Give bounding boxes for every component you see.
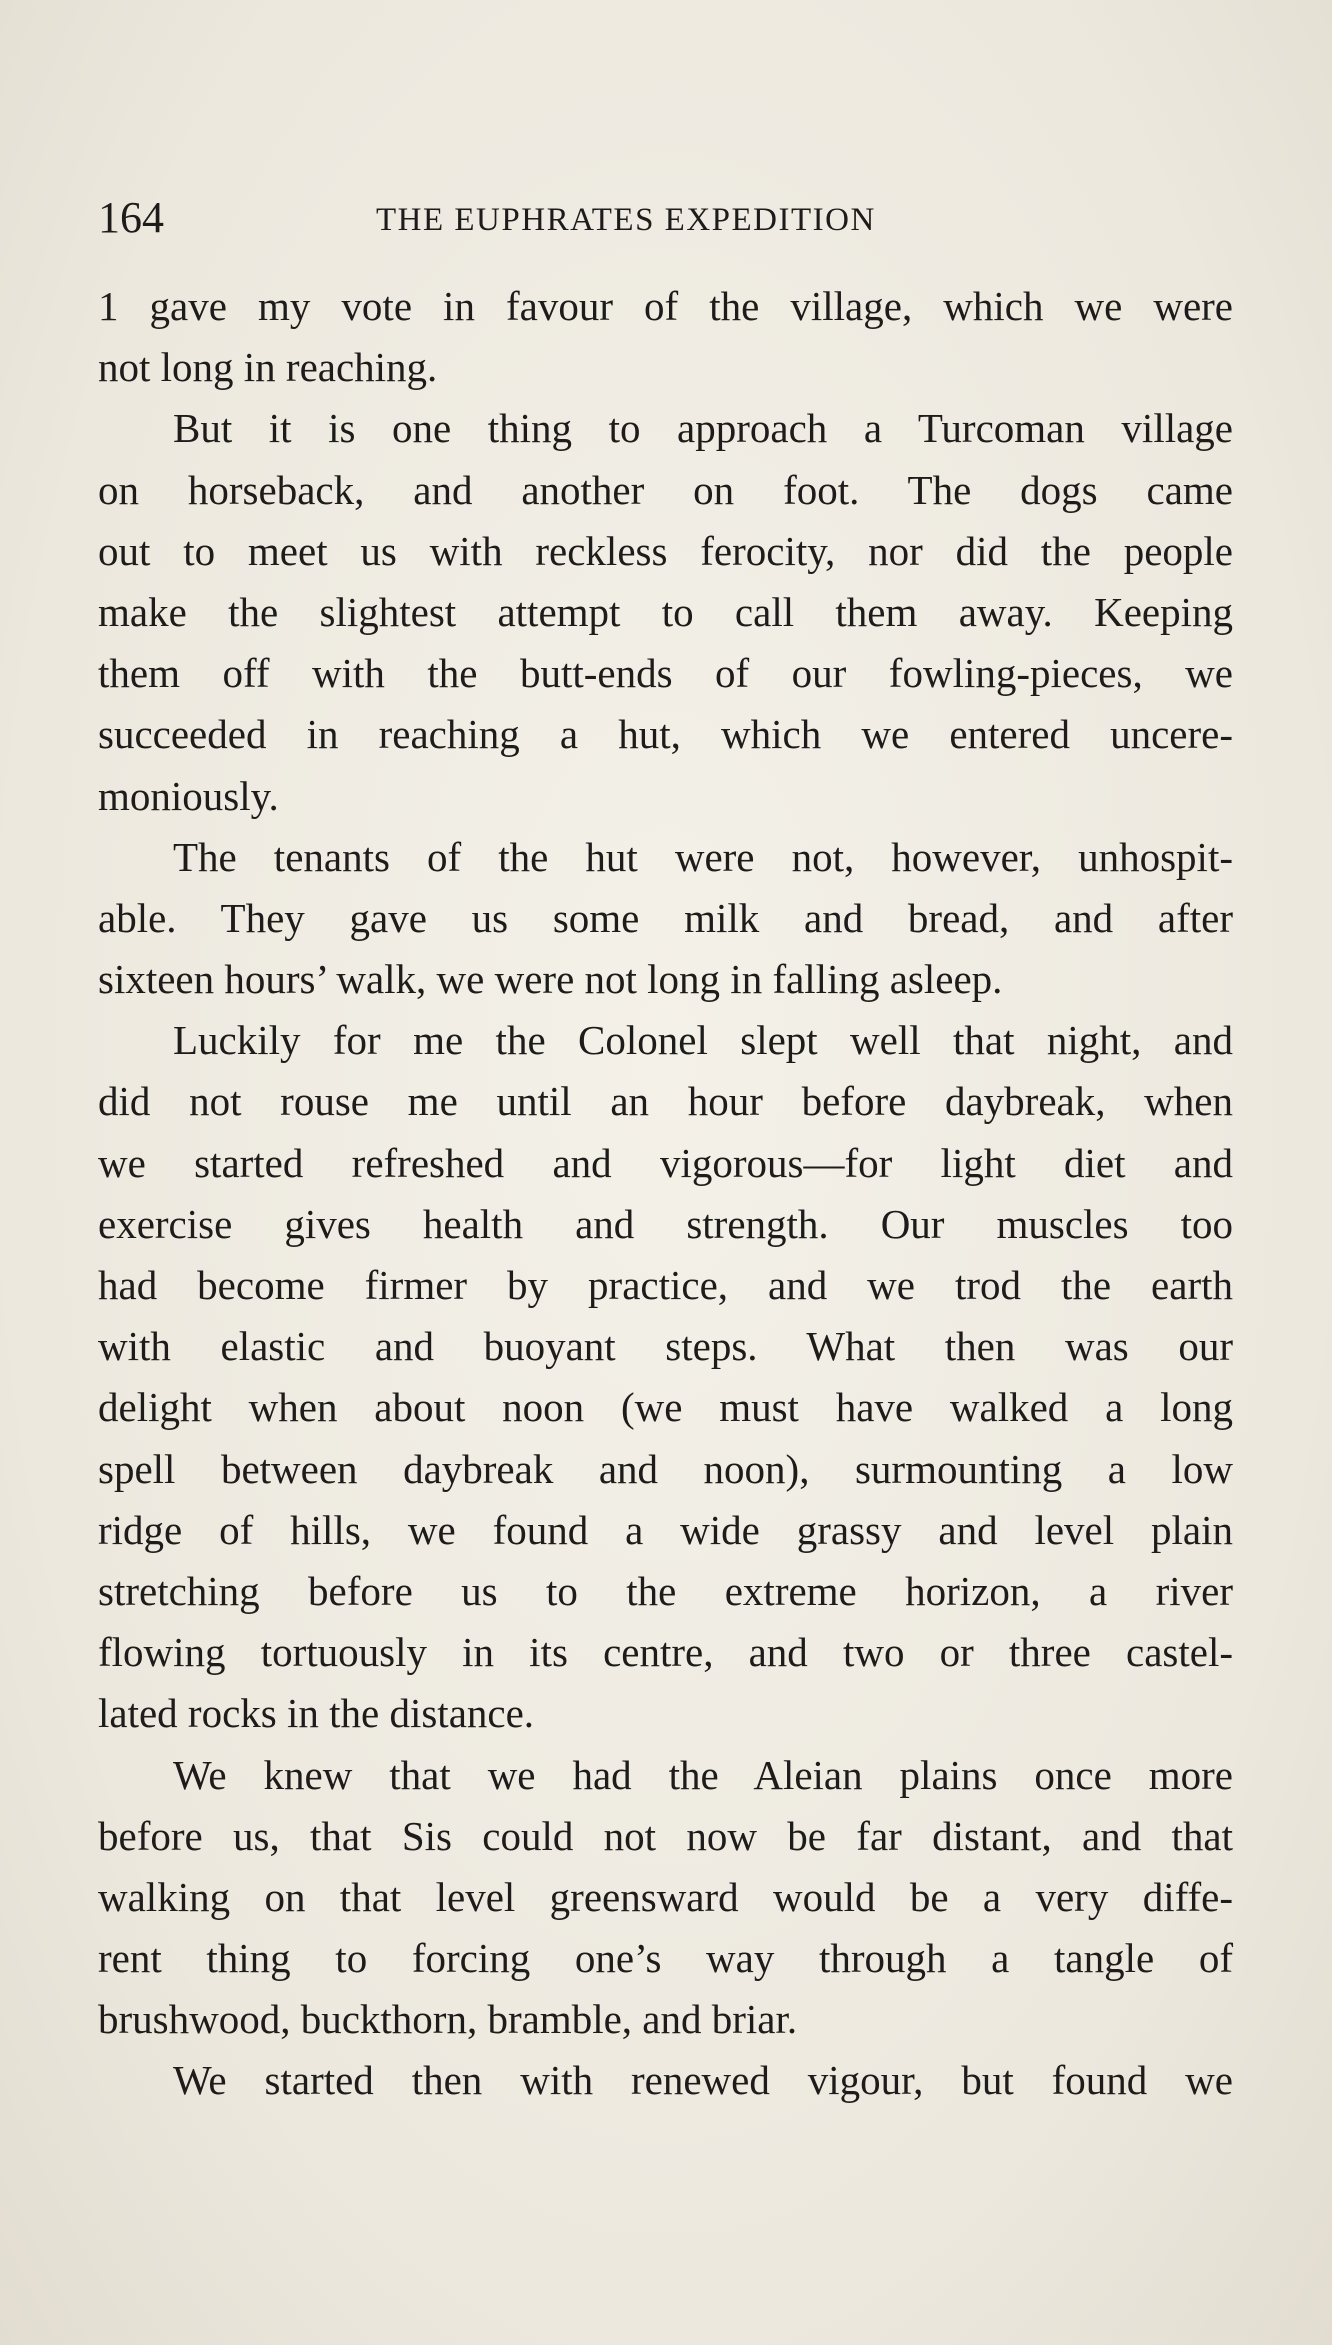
body-text [98, 276, 1233, 2112]
text-line: we started refreshed and vigorous—for light diet and [98, 1139, 1233, 1186]
running-title: THE EUPHRATES EXPEDITION [376, 202, 876, 238]
text-line: rent thing to forcing one’s way through a tangle of [98, 1935, 1233, 1982]
text-line: walking on that level greensward would be a very diffe- [98, 1873, 1233, 1920]
text-line: not long in reaching. [98, 344, 438, 391]
text-line: flowing tortuously in its centre, and two or three castel- [98, 1629, 1233, 1676]
text-line: did not rouse me until an hour before daybreak, when [98, 1078, 1233, 1125]
text-line: exercise gives health and strength. Our muscles too [98, 1200, 1233, 1247]
text-line: succeeded in reaching a hut, which we entered uncere- [98, 711, 1233, 758]
page-number: 164 [98, 193, 164, 242]
text-line: lated rocks in the distance. [98, 1690, 535, 1737]
text-line: make the slightest attempt to call them away. Keeping [98, 588, 1233, 635]
text-line: delight when about noon (we must have walked a long [98, 1384, 1233, 1431]
text-line: out to meet us with reckless ferocity, nor did the people [98, 527, 1233, 574]
text-line: them off with the butt-ends of our fowling-pieces, we [98, 650, 1233, 697]
text-line: We knew that we had the Aleian plains once more [173, 1751, 1233, 1798]
text-line: ridge of hills, we found a wide grassy and level plain [98, 1506, 1233, 1553]
text-line: sixteen hours’ walk, we were not long in falling asleep. [98, 956, 1003, 1003]
text-line: moniously. [98, 772, 279, 819]
text-line: Luckily for me the Colonel slept well that night, and [173, 1017, 1233, 1064]
text-line: brushwood, buckthorn, bramble, and briar. [98, 1996, 798, 2043]
text-line: spell between daybreak and noon), surmounting a low [98, 1445, 1233, 1492]
text-line: We started then with renewed vigour, but found we [173, 2057, 1233, 2104]
text-line: able. They gave us some milk and bread, and after [98, 894, 1233, 941]
text-line: The tenants of the hut were not, however, unhospit- [173, 833, 1233, 880]
text-line: had become firmer by practice, and we trod the earth [98, 1262, 1233, 1308]
text-line: But it is one thing to approach a Turcoman village [173, 405, 1233, 452]
text-line: stretching before us to the extreme horizon, a river [98, 1567, 1233, 1614]
page-header [98, 188, 1233, 248]
text-line: on horseback, and another on foot. The dogs came [98, 466, 1233, 513]
text-line: 1 gave my vote in favour of the village, which we were [98, 283, 1233, 329]
text-line: before us, that Sis could not now be far distant, and that [98, 1812, 1233, 1859]
text-line: with elastic and buoyant steps. What then was our [98, 1323, 1233, 1370]
